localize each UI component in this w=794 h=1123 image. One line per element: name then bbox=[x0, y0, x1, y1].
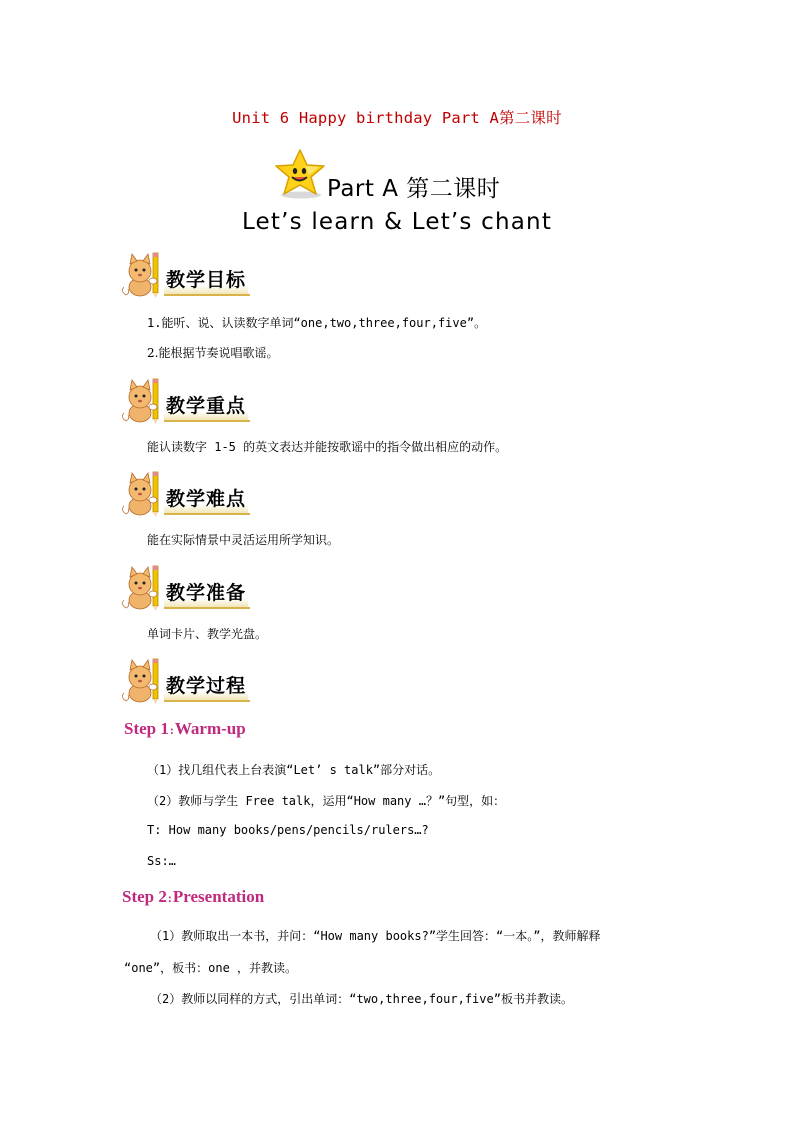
section-title-process: 教学过程 bbox=[164, 671, 248, 700]
cat-with-pencil-icon bbox=[120, 377, 164, 425]
cat-with-pencil-icon bbox=[120, 251, 164, 299]
step-label: Step 1 bbox=[124, 719, 169, 738]
goal-line-2: 2.能根据节奏说唱歌谣。 bbox=[147, 346, 279, 360]
step1-line-4: Ss:… bbox=[147, 854, 176, 868]
step2-line-2: “one”，板书：one ，并教读。 bbox=[124, 961, 298, 975]
smiling-star-icon bbox=[271, 148, 329, 200]
step1-line-1: （1）找几组代表上台表演“Let’ s talk”部分对话。 bbox=[147, 763, 441, 777]
cat-with-pencil-icon bbox=[120, 564, 164, 612]
step-separator: : bbox=[167, 891, 172, 905]
document-title: Unit 6 Happy birthday Part A第二课时 bbox=[232, 109, 562, 127]
step2-line-3: （2）教师以同样的方式，引出单词：“two,three,four,five”板书并教读。 bbox=[150, 992, 573, 1006]
step1-line-3: T: How many books/pens/pencils/rulers…? bbox=[147, 823, 429, 837]
section-heading-key-points bbox=[120, 377, 380, 425]
section-heading-process bbox=[120, 657, 380, 705]
step-separator: : bbox=[169, 723, 174, 737]
section-title-goals: 教学目标 bbox=[164, 265, 248, 294]
goal-line-1: 1.能听、说、认读数字单词“one,two,three,four,five”。 bbox=[147, 316, 487, 330]
section-heading-goals bbox=[120, 251, 380, 299]
section-title-preparation: 教学准备 bbox=[164, 578, 248, 607]
section-heading-preparation bbox=[120, 564, 380, 612]
step1-line-2: （2）教师与学生 Free talk，运用“How many …？”句型，如： bbox=[147, 794, 506, 808]
lesson-title: Let’s learn & Let’s chant bbox=[241, 209, 553, 235]
section-title-key-points: 教学重点 bbox=[164, 391, 248, 420]
cat-with-pencil-icon bbox=[120, 470, 164, 518]
difficulty-line-1: 能在实际情景中灵活运用所学知识。 bbox=[147, 533, 340, 547]
section-heading-difficulties bbox=[120, 470, 380, 518]
key-point-line-1: 能认读数字 1-5 的英文表达并能按歌谣中的指令做出相应的动作。 bbox=[147, 440, 508, 454]
part-label: Part A 第二课时 bbox=[327, 176, 501, 202]
step2-line-1: （1）教师取出一本书，并问：“How many books?”学生回答：“一本。”，教师解释 bbox=[150, 929, 601, 943]
section-title-difficulties: 教学难点 bbox=[164, 484, 248, 513]
cat-with-pencil-icon bbox=[120, 657, 164, 705]
step-label: Step 2 bbox=[122, 887, 167, 906]
step-heading bbox=[122, 887, 264, 907]
step-heading bbox=[124, 719, 246, 739]
step-name: Warm-up bbox=[174, 719, 246, 738]
preparation-line-1: 单词卡片、教学光盘。 bbox=[147, 627, 268, 641]
step-name: Presentation bbox=[172, 887, 265, 906]
